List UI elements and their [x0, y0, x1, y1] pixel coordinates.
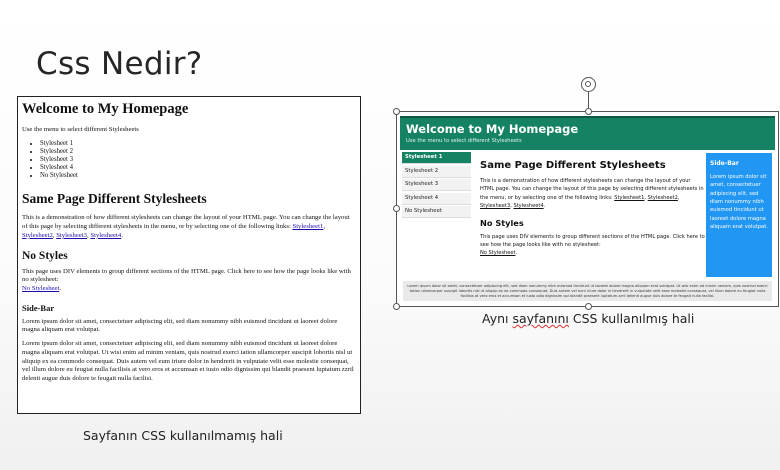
styled-link-stylesheet3[interactable]: Stylesheet3 — [480, 203, 511, 210]
plain-list-item: • Stylesheet 2 — [40, 148, 356, 156]
plain-stylesheet-list — [22, 140, 356, 181]
caption-styled — [482, 311, 694, 326]
styled-heading-no-styles: No Styles — [480, 217, 524, 228]
plain-link-stylesheet2[interactable]: Stylesheet2 — [22, 231, 53, 239]
plain-paragraph-div: This page uses DIV elements to group different sections of the HTML page. Click here to see how the page looks like with no stylesheet: No Stylesheet. — [22, 267, 351, 292]
styled-sidebar-text: Lorem ipsum dolor sit amet, consectetuer adipiscing elit, sed diam nonummy nibh euismod tincidunt ut laoreet dolore magna aliquam erat volutpat. — [710, 174, 768, 230]
plain-lorem-long: Lorem ipsum dolor sit amet, consectetuer adipiscing elit, sed diam nonummy nibh euismod tincidunt ut laoreet dolore magna aliquam erat volutpat. Ut wisi enim ad minim veniam, quis nostrud exerci tation ullamcorper suscipit lobortis nisl ut aliquip ex ea commodo consequat. Duis autem vel eum iriure dolor in hendrerit in vulputate velit esse molestie consequat, vel illum dolore eu feugiat nulla facilisis at vero eros et accumsan et iusto odio dignissim qui blandit praesent luptatum zzril delenit augue duis dolore te feugait nulla facilisi. — [22, 340, 354, 382]
resize-handle-middle-left[interactable] — [393, 205, 400, 212]
plain-link-stylesheet1[interactable]: Stylesheet1 — [292, 223, 324, 231]
caption-unstyled: Sayfanın CSS kullanılmamış hali — [83, 428, 283, 443]
styled-link-no-stylesheet[interactable]: No Stylesheet — [480, 250, 516, 257]
styled-link-stylesheet1[interactable]: Stylesheet1 — [614, 194, 645, 201]
resize-handle-bottom-left[interactable] — [393, 303, 400, 310]
caption-styled-post: CSS kullanılmış hali — [568, 311, 695, 326]
styled-paragraph-div: This page uses DIV elements to group different sections of the HTML page. Click here to see how the page looks like with no stylesheet: No Stylesheet. — [480, 233, 705, 257]
styled-main-content — [480, 154, 705, 258]
styled-link-stylesheet4[interactable]: Stylesheet4 — [513, 203, 544, 210]
plain-lorem-short: Lorem ipsum dolor sit amet, consectetuer adipiscing elit, sed diam nonummy nibh euismod tincidunt ut laoreet dolore magna aliquam erat volutpat. — [22, 317, 338, 334]
styled-sidebar — [706, 153, 772, 277]
styled-page-screenshot[interactable] — [396, 111, 779, 307]
plain-heading-no-styles: No Styles — [22, 249, 68, 262]
styled-footer: Lorem ipsum dolor sit amet, consectetuer adipiscing elit, sed diam nonummy nibh euismod tincidunt ut laoreet dolore magna aliquam erat volutpat. Ut wisi enim ad minim veniam, quis nostrud exerci tation ullamcorper suscipit lobortis nisl ut aliquip ex ea commodo consequat. Duis autem vel eum iriure dolor in hendrerit in vulputate velit esse molestie consequat, vel illum dolore eu feugiat nulla facilisis at vero eros et accumsan et iusto odio dignissim qui blandit praesent luptatum zzril delenit augue duis dolore te feugait nulla facilisi. — [403, 281, 772, 301]
plain-demo-text: This is a demonstration of how different stylesheets can change the layout of your HTML page. You can change the layout of this page by selecting different stylesheets in the menu, or by selecting one of the following links: — [22, 214, 350, 231]
plain-link-stylesheet3[interactable]: Stylesheet3 — [56, 231, 88, 239]
styled-menu-item-no-stylesheet[interactable]: No Stylesheet — [402, 206, 471, 218]
styled-sidebar-heading: Side-Bar — [710, 160, 739, 167]
styled-menu-item-stylesheet2[interactable]: Stylesheet 2 — [402, 166, 471, 178]
styled-menu — [402, 152, 471, 220]
resize-handle-top-left[interactable] — [393, 108, 400, 115]
rotate-stem — [588, 92, 589, 108]
styled-header — [400, 116, 775, 150]
plain-heading-welcome: Welcome to My Homepage — [22, 101, 189, 117]
plain-list-item: • Stylesheet 3 — [40, 156, 356, 164]
plain-heading-same-page: Same Page Different Stylesheets — [22, 191, 207, 207]
plain-list-item: • Stylesheet 1 — [40, 140, 356, 148]
styled-menu-item-stylesheet3[interactable]: Stylesheet 3 — [402, 179, 471, 191]
styled-demo-text: This is a demonstration of how different stylesheets can change the layout of your HTML page. You can change the layout of this page by selecting different stylesheets in the menu, or by selecting one of the following links: — [480, 178, 704, 201]
styled-header-subtitle: Use the menu to select different Stylesheets — [406, 138, 522, 144]
plain-link-stylesheet4[interactable]: Stylesheet4 — [90, 231, 122, 239]
plain-paragraph-demo: This is a demonstration of how different stylesheets can change the layout of your HTML page. You can change the layout of this page by selecting different stylesheets in the menu, or by selecting one of the following links: Stylesheet1, Stylesheet2, Stylesheet3, Stylesheet4. — [22, 214, 350, 239]
plain-list-item: • No Stylesheet — [40, 172, 356, 180]
resize-handle-top-middle[interactable] — [585, 108, 592, 115]
slide-title: Css Nedir? — [36, 46, 203, 82]
plain-list-item: • Stylesheet 4 — [40, 164, 356, 172]
plain-intro: Use the menu to select different Stylesheets — [22, 126, 139, 133]
styled-page — [400, 116, 775, 303]
resize-handle-bottom-middle[interactable] — [585, 303, 592, 310]
unstyled-page-screenshot — [17, 96, 361, 414]
rotate-handle-icon[interactable] — [581, 77, 596, 92]
styled-menu-item-stylesheet4[interactable]: Stylesheet 4 — [402, 193, 471, 205]
plain-link-no-stylesheet[interactable]: No Stylesheet — [22, 285, 60, 292]
plain-heading-side-bar: Side-Bar — [22, 302, 55, 313]
styled-menu-item-stylesheet1[interactable]: Stylesheet 1 — [402, 152, 471, 164]
styled-paragraph-demo: This is a demonstration of how different stylesheets can change the layout of your HTML page. You can change the layout of this page by selecting different stylesheets in the menu, or by selecting one of the following links: Stylesheet1, Stylesheet2, Stylesheet3, Stylesheet4. — [480, 178, 704, 210]
styled-link-stylesheet2[interactable]: Stylesheet2 — [647, 194, 678, 201]
styled-heading-same-page: Same Page Different Stylesheets — [480, 160, 666, 171]
caption-styled-misspelled-word: sayfanını — [512, 311, 569, 326]
styled-header-title: Welcome to My Homepage — [406, 122, 579, 136]
caption-styled-pre: Aynı — [482, 311, 513, 326]
plain-div-text: This page uses DIV elements to group different sections of the HTML page. Click here to see how the page looks like with no stylesheet: — [22, 267, 351, 284]
styled-div-text: This page uses DIV elements to group different sections of the HTML page. Click here to see how the page looks like with no stylesheet: — [480, 233, 705, 248]
